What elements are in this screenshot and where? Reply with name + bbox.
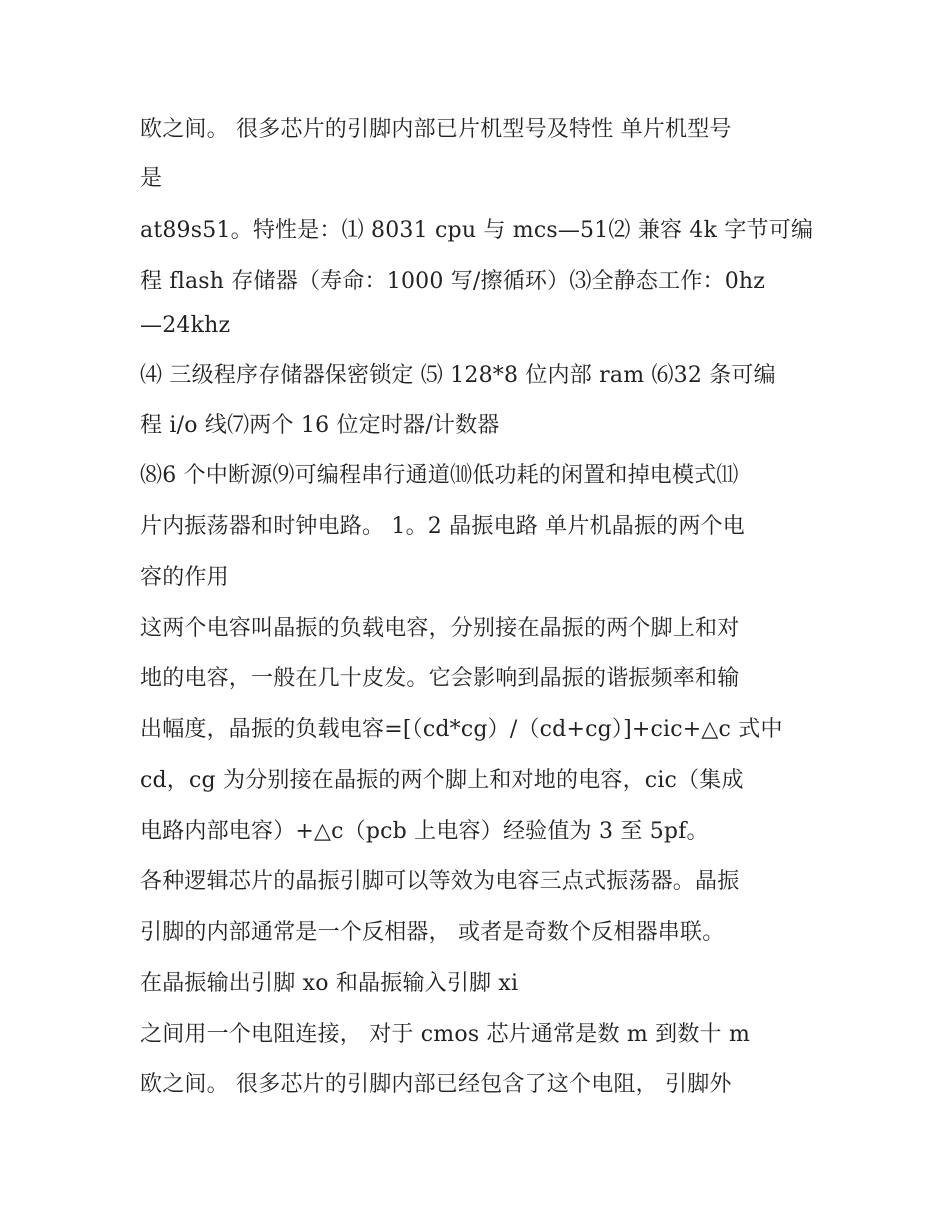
text-line: 这两个电容叫晶振的负载电容，分别接在晶振的两个脚上和对 [140, 616, 740, 641]
text-line: 片内振荡器和时钟电路。 1。2 晶振电路 单片机晶振的两个电 [140, 514, 745, 539]
text-line: 引脚的内部通常是一个反相器， 或者是奇数个反相器串联。 [140, 920, 725, 945]
text-line: 电路内部电容）+△c（pcb 上电容）经验值为 3 至 5pf。 [140, 819, 709, 844]
text-line: cd，cg 为分别接在晶振的两个脚上和对地的电容，cic（集成 [140, 768, 744, 793]
text-line: 地的电容，一般在几十皮发。它会影响到晶振的谐振频率和输 [140, 666, 740, 691]
text-line: at89s51。特性是：⑴ 8031 cpu 与 mcs—51⑵ 兼容 4k 字节可编 [140, 218, 814, 243]
text-line: 欧之间。 很多芯片的引脚内部已片机型号及特性 单片机型号 [140, 117, 732, 142]
text-line: 出幅度，晶振的负载电容=[（cd*cg）/（cd+cg）]+cic+△c 式中 [140, 717, 783, 742]
text-line: 之间用一个电阻连接， 对于 cmos 芯片通常是数 m 到数十 m [140, 1022, 751, 1047]
text-line: 各种逻辑芯片的晶振引脚可以等效为电容三点式振荡器。晶振 [140, 869, 740, 894]
text-line: 程 i/o 线⑺两个 16 位定时器/计数器 [140, 413, 500, 438]
text-line: 在晶振输出引脚 xo 和晶振输入引脚 xi [140, 971, 519, 996]
text-line: —24khz [140, 313, 231, 338]
text-line: ⑷ 三级程序存储器保密锁定 ⑸ 128*8 位内部 ram ⑹32 条可编 [140, 363, 776, 388]
text-line: 是 [140, 166, 163, 191]
text-line: ⑻6 个中断源⑼可编程串行通道⑽低功耗的闲置和掉电模式⑾ [140, 463, 739, 488]
text-line: 程 flash 存储器（寿命：1000 写/擦循环）⑶全静态工作：0hz [140, 269, 766, 294]
text-line: 容的作用 [140, 565, 229, 590]
text-line: 欧之间。 很多芯片的引脚内部已经包含了这个电阻， 引脚外 [140, 1072, 732, 1097]
